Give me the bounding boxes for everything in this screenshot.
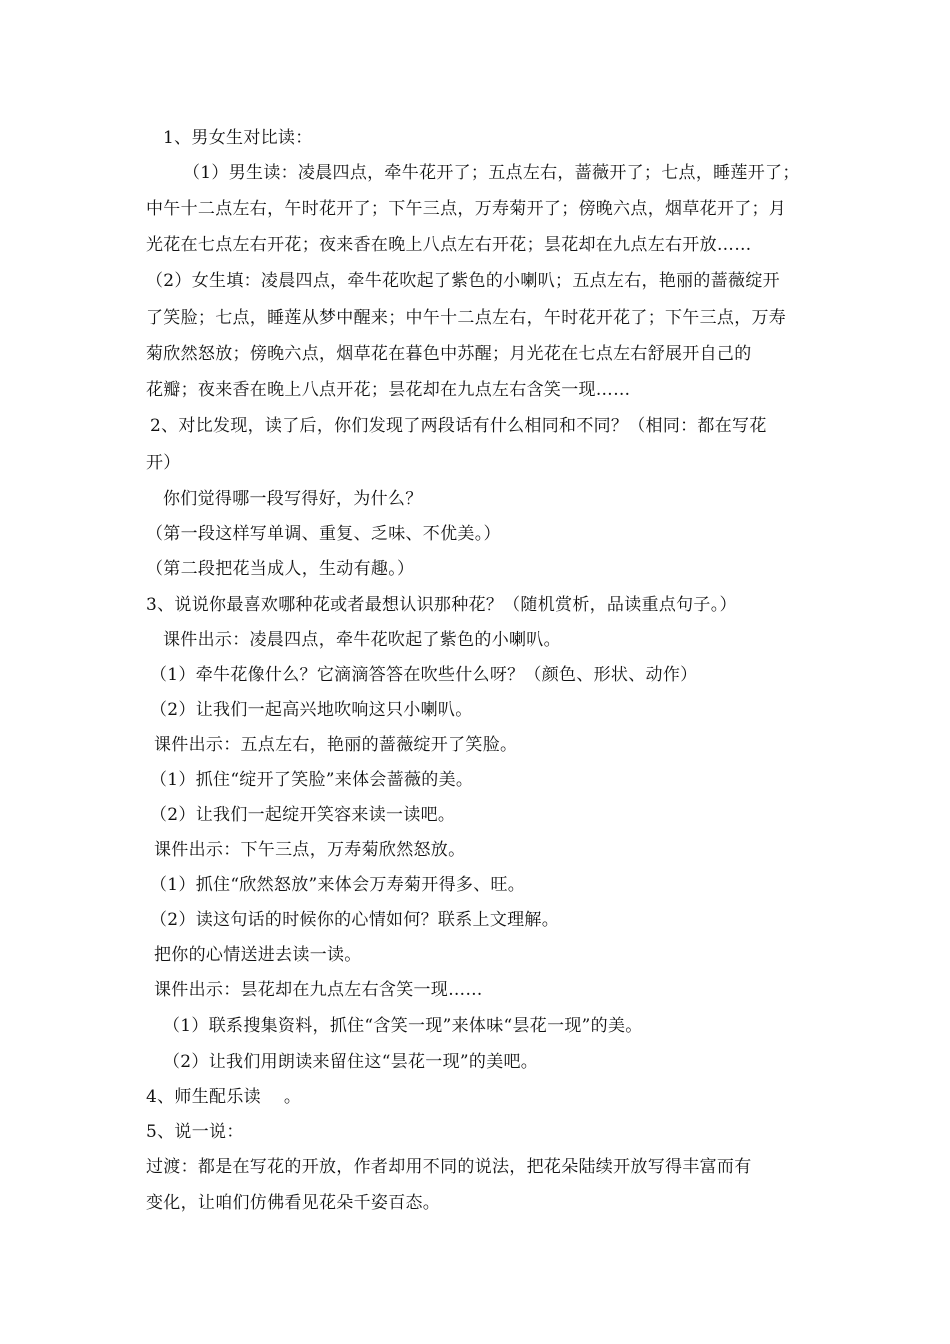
paragraph-line: 光花在七点左右开花；夜来香在晚上八点左右开花；昙花却在九点左右开放…… (146, 235, 752, 255)
paragraph-line: （2）女生填：凌晨四点，牵牛花吹起了紫色的小喇叭；五点左右，艳丽的蔷薇绽开 (146, 271, 780, 291)
paragraph-line: 开） (146, 453, 181, 473)
courseware-line: 课件出示：下午三点，万寿菊欣然怒放。 (154, 840, 466, 860)
paragraph-line: （第二段把花当成人，生动有趣。） (146, 559, 415, 579)
section-1-heading: 1、男女生对比读： (163, 128, 313, 148)
courseware-line: 课件出示：昙花却在九点左右含笑一现…… (154, 980, 483, 1000)
paragraph-line: （1）牵牛花像什么？它滴滴答答在吹些什么呀？（颜色、形状、动作） (150, 665, 698, 685)
paragraph-line: 把你的心情送进去读一读。 (154, 945, 362, 965)
paragraph-line: 菊欣然怒放；傍晚六点，烟草花在暮色中苏醒；月光花在七点左右舒展开自己的 (146, 344, 752, 364)
paragraph-line: （1）抓住“绽开了笑脸”来体会蔷薇的美。 (150, 770, 474, 790)
paragraph-line: 过渡：都是在写花的开放，作者却用不同的说法，把花朵陆续开放写得丰富而有 (146, 1157, 752, 1177)
paragraph-line: 变化，让咱们仿佛看见花朵千姿百态。 (146, 1193, 441, 1213)
paragraph-line: 花瓣；夜来香在晚上八点开花；昙花却在九点左右含笑一现…… (146, 380, 631, 400)
paragraph-line: （2）让我们用朗读来留住这“昙花一现”的美吧。 (163, 1052, 539, 1072)
paragraph-line: （2）让我们一起高兴地吹响这只小喇叭。 (150, 700, 473, 720)
paragraph-line: （2）读这句话的时候你的心情如何？联系上文理解。 (150, 910, 560, 930)
section-3-heading: 3、说说你最喜欢哪种花或者最想认识那种花？（随机赏析，品读重点句子。） (146, 595, 737, 615)
courseware-line: 课件出示：凌晨四点，牵牛花吹起了紫色的小喇叭。 (163, 630, 561, 650)
paragraph-line: （1）联系搜集资料，抓住“含笑一现”来体味“昙花一现”的美。 (163, 1016, 643, 1036)
paragraph-line: 了笑脸；七点，睡莲从梦中醒来；中午十二点左右，午时花开花了；下午三点，万寿 (146, 308, 787, 328)
paragraph-line: 你们觉得哪一段写得好，为什么？ (163, 489, 423, 509)
courseware-line: 课件出示：五点左右，艳丽的蔷薇绽开了笑脸。 (154, 735, 518, 755)
section-5-heading: 5、说一说： (146, 1122, 244, 1142)
paragraph-line: （1）抓住“欣然怒放”来体会万寿菊开得多、旺。 (150, 875, 526, 895)
paragraph-line: 中午十二点左右，午时花开了；下午三点，万寿菊开了；傍晚六点，烟草花开了；月 (146, 199, 787, 219)
paragraph-line: （第一段这样写单调、重复、乏味、不优美。） (146, 524, 501, 544)
section-2-heading: 2、对比发现，读了后，你们发现了两段话有什么相同和不同？（相同：都在写花 (150, 416, 767, 436)
paragraph-line: （1）男生读：凌晨四点，牵牛花开了；五点左右，蔷薇开了；七点，睡莲开了； (183, 163, 800, 183)
paragraph-line: （2）让我们一起绽开笑容来读一读吧。 (150, 805, 456, 825)
section-4-heading: 4、师生配乐读 。 (146, 1087, 302, 1107)
